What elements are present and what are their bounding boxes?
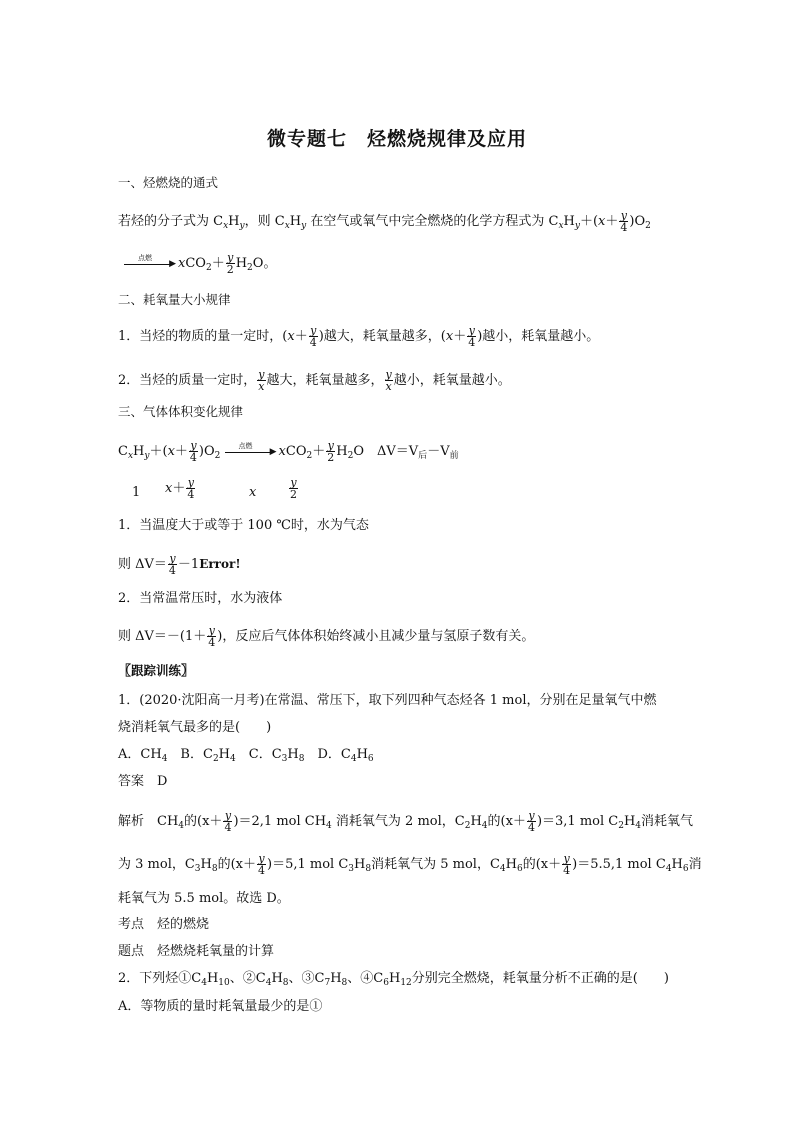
- coefficient-1: 1: [132, 485, 141, 500]
- reaction-arrow-icon: 点燃 ▶: [124, 258, 176, 270]
- coefficient-x: x: [249, 485, 257, 500]
- fraction-y-over-4: $\frac{y}{4}$: [620, 209, 628, 234]
- section-heading-3: 三、气体体积变化规律: [118, 404, 244, 419]
- paragraph-general-formula: 若烃的分子式为 $C_xH_y$，则 $C_xH_y$ 在空气或氧气中完全燃烧的化学方程式为 $C_xH_y+(x+$ $\frac{y}{4}$ )$O_2$: [118, 209, 651, 234]
- exam-point: 考点 烃的燃烧: [118, 917, 210, 932]
- paragraph-general-formula-products: 点燃 ▶ xCO$_2$＋ $\frac{y}{2}$ $H_2O$。: [124, 252, 276, 277]
- volume-equation: $C_xH_y+(x+$ $\frac{y}{4}$ )$O_2$ 点燃 ▶ xCO$_2$＋ $\frac{y}{2}$ $H_2O$ $\Delta V=V_后-V_前$: [118, 439, 459, 464]
- rule-1: 1．当烃的物质的量一定时，(x＋ $\frac{y}{4}$ )越大，耗氧量越多，(x＋ $\frac{y}{4}$ )越小，耗氧量越小。: [118, 324, 600, 349]
- section-heading-2: 二、耗氧量大小规律: [118, 292, 231, 307]
- reaction-arrow-icon: 点燃 ▶: [225, 446, 277, 458]
- topic-point: 题点 烃燃烧耗氧量的计算: [118, 944, 275, 959]
- training-heading: 〖跟踪训练〗: [118, 663, 195, 679]
- question-2-option-a: A．等物质的量时耗氧量最少的是①: [118, 999, 323, 1014]
- analysis-line-1: 解析 $CH_4$的(x＋ $\frac{y}{4}$ )＝2,1 mol $CH_4$ 消耗氧气为 2 mol，$C_2H_4$的(x＋ $\frac{y}{4}$ )＝3,1 mol $C_2H_4$消耗氧气: [118, 809, 694, 834]
- case-1-formula: 则 ΔV＝ $\frac{y}{4}$ －1Error!: [118, 552, 241, 577]
- coefficient-y2: $\frac{y}{2}$: [290, 476, 297, 501]
- question-1-line-2: 烧消耗氧气最多的是( ): [118, 720, 272, 735]
- question-2: 2．下列烃$①C_4H_{10}$、$②C_4H_8$、$③C_7H_8$、$④C_6H_{12}$分别完全燃烧，耗氧量分析不正确的是( ): [118, 971, 669, 988]
- question-1-line-1: 1．(2020·沈阳高一月考)在常温、常压下，取下列四种气态烃各 1 mol，分别在足量氧气中燃: [118, 693, 657, 708]
- analysis-line-3: 耗氧气为 5.5 mol。故选 D。: [118, 891, 290, 906]
- coefficient-x-plus-y4: x＋ $\frac{y}{4}$: [165, 476, 195, 501]
- section-heading-1: 一、烃燃烧的通式: [118, 175, 219, 190]
- question-1-options: A．$CH_4$ B．$C_2H_4$ C．$C_3H_8$ D．$C_4H_6$: [118, 747, 374, 764]
- answer-line: 答案 D: [118, 774, 168, 789]
- rule-2: 2．当烃的质量一定时， $\frac{y}{x}$ 越大，耗氧量越多， $\frac{y}{x}$ 越小，耗氧量越小。: [118, 368, 511, 393]
- case-2-formula: 则 ΔV＝－(1＋ $\frac{y}{4}$ )，反应后气体体积始终减小且减少量与氢原子数有关。: [118, 624, 535, 649]
- analysis-line-2: 为 3 mol，$C_3H_8$的(x＋ $\frac{y}{4}$ )＝5,1 mol $C_3H_8$消耗氧气为 5 mol，$C_4H_6$的(x＋ $\frac{y}{4}$ )＝5.5,1 mol $C_4H_6$消: [118, 852, 702, 877]
- fraction-y-over-2: $\frac{y}{2}$: [226, 251, 234, 276]
- page-title: 微专题七 烃燃烧规律及应用: [266, 128, 527, 150]
- case-2-text: 2．当常温常压时，水为液体: [118, 591, 283, 606]
- case-1-text: 1．当温度大于或等于 100 ℃时，水为气态: [118, 518, 369, 533]
